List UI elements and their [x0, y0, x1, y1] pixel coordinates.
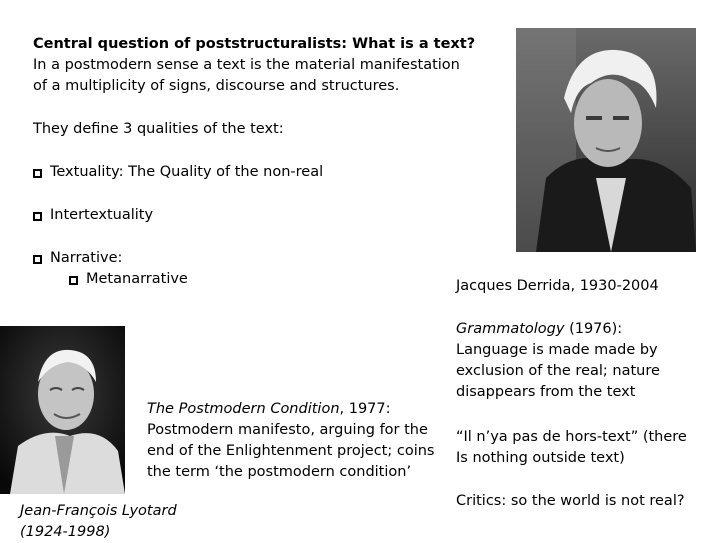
derrida-desc-line: exclusion of the real; nature — [456, 363, 660, 379]
derrida-photo — [516, 28, 696, 252]
intro-line-2: of a multiplicity of signs, discourse and structures. — [33, 78, 400, 94]
checkbox-bullet-icon — [33, 255, 42, 264]
derrida-desc-line: Language is made made by — [456, 342, 658, 358]
sub-quality-metanarrative — [69, 269, 188, 290]
derrida-desc-line: disappears from the text — [456, 384, 636, 400]
lyotard-block — [147, 399, 434, 483]
intro-block — [33, 34, 475, 97]
derrida-grammatology-block — [456, 319, 660, 403]
quality-text: Narrative: — [50, 250, 123, 266]
quality-text: Intertextuality — [50, 207, 154, 223]
derrida-work-title: Grammatology — [456, 321, 565, 337]
sub-quality-text: Metanarrative — [86, 271, 188, 287]
lyotard-photo — [0, 326, 125, 494]
qualities-intro: They define 3 qualities of the text: — [33, 121, 284, 137]
quality-item-intertextuality — [33, 205, 153, 226]
lyotard-name: Jean-François Lyotard — [20, 503, 177, 519]
quality-item-narrative — [33, 248, 122, 269]
lyotard-desc-line: the term ‘the postmodern condition’ — [147, 464, 412, 480]
derrida-quote-line: “Il n’ya pas de hors-text” (there — [456, 429, 687, 445]
derrida-quote — [456, 427, 687, 469]
lyotard-work-year: , 1977: — [339, 401, 391, 417]
quality-text: Textuality: The Quality of the non-real — [50, 164, 324, 180]
derrida-quote-line: Is nothing outside text) — [456, 450, 625, 466]
checkbox-bullet-icon — [33, 169, 42, 178]
checkbox-bullet-icon — [33, 212, 42, 221]
derrida-work-year: (1976): — [564, 321, 623, 337]
intro-line-1: In a postmodern sense a text is the material manifestation — [33, 57, 460, 73]
lyotard-desc-line: end of the Enlightenment project; coins — [147, 443, 435, 459]
lyotard-years: (1924-1998) — [20, 524, 111, 540]
quality-item-textuality — [33, 162, 323, 183]
checkbox-bullet-icon — [69, 276, 78, 285]
lyotard-work-title: The Postmodern Condition — [147, 401, 340, 417]
derrida-caption: Jacques Derrida, 1930-2004 — [456, 278, 659, 294]
intro-heading: Central question of poststructuralists: What is a text? — [33, 36, 476, 52]
lyotard-desc-line: Postmodern manifesto, arguing for the — [147, 422, 428, 438]
lyotard-caption — [20, 501, 177, 543]
critics-note: Critics: so the world is not real? — [456, 493, 685, 509]
